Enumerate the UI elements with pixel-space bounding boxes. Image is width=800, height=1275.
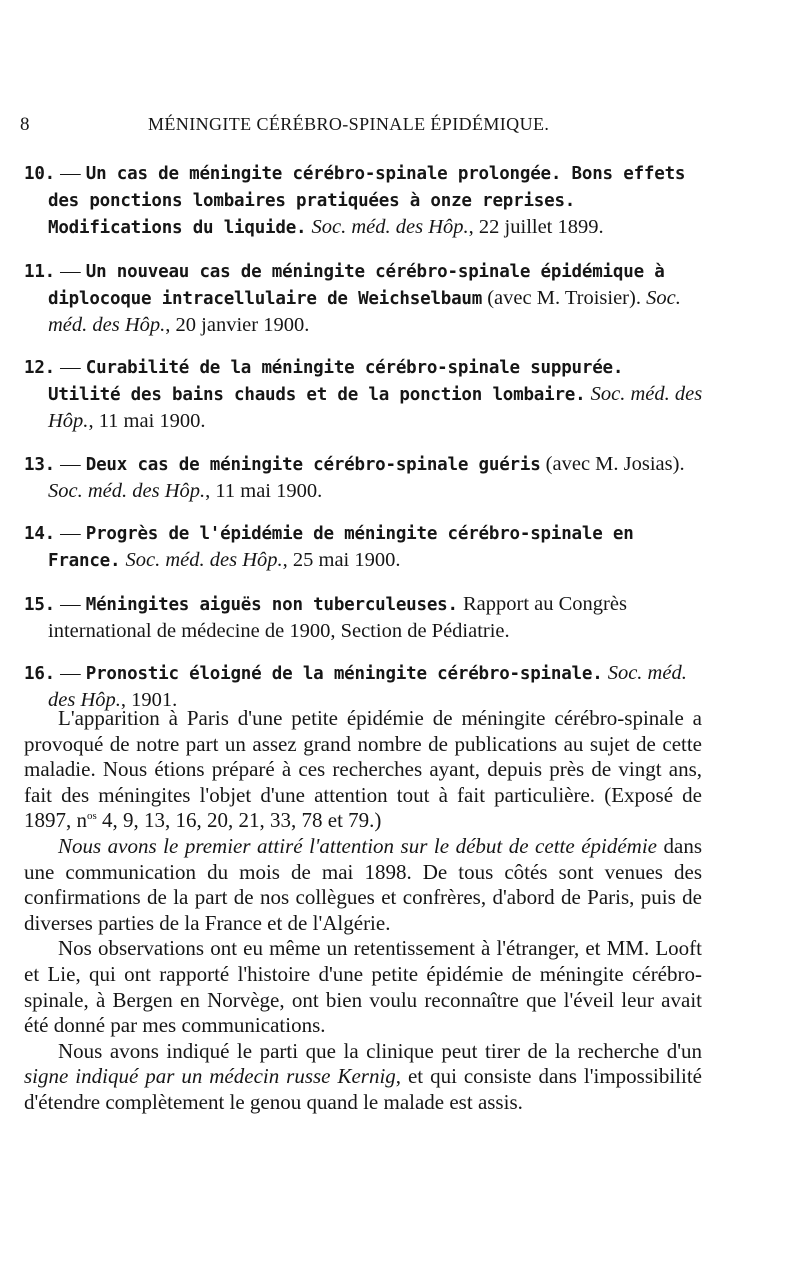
paragraph-text: dans une communication du mois de mai 1898. De tous côtés sont venues des confirmations de la part de nos collègues et confrères, d'abord de Paris, puis de diverses parties de la France et de l'Algérie. (24, 833, 702, 935)
running-title: MÉNINGITE CÉRÉBRO-SPINALE ÉPIDÉMIQUE. (148, 114, 550, 134)
entry-dash: — (55, 662, 86, 684)
entry-date: , 1901. (120, 689, 178, 711)
running-header (20, 114, 760, 138)
paragraph-text: Nos observations ont eu même un retentissement à l'étranger, et MM. Looft et Lie, qui ont rapporté l'histoire d'une petite épidémie de méningite cérébro-spinale, à Bergen en Norvège, ont bien voulu reconnaître que l'éveil leur avait été donné par mes communications. (24, 936, 702, 1038)
publication-entry (24, 520, 704, 574)
publication-entry (24, 451, 704, 504)
publication-entry (24, 258, 704, 338)
entry-journal: Soc. méd. des Hôp. (48, 286, 681, 336)
entry-number: 13. (24, 454, 56, 475)
entry-dash: — (55, 592, 86, 615)
entry-journal: Soc. méd. des Hôp. (125, 549, 283, 571)
paragraph-text: 4, 9, 13, 16, 20, 21, 33, 78 et 79.) (96, 808, 382, 833)
body-text (24, 706, 702, 1116)
entry-title: Pronostic éloigné de la méningite cérébro-spinale. (85, 664, 603, 684)
entry-title: Un cas de méningite cérébro-spinale prolongée. Bons effets des ponctions lombaires pratiquées à onze reprises. Modifications du liquide. (48, 164, 686, 238)
entry-title: Progrès de l'épidémie de méningite cérébro-spinale en France. (48, 524, 634, 571)
entry-date: , 11 mai 1900. (205, 479, 323, 502)
entry-dash: — (55, 356, 86, 378)
entry-text: (avec M. Troisier). (482, 286, 647, 309)
entry-journal: Soc. méd. des Hôp. (48, 383, 703, 432)
entry-number: 12. (24, 358, 56, 378)
entry-journal: Soc. méd. des Hôp. (48, 479, 206, 502)
entry-number: 15. (24, 594, 56, 615)
entry-title: Un nouveau cas de méningite cérébro-spinale épidémique à diplocoque intracellulaire de Weichselbaum (48, 261, 665, 309)
paragraph-intro (24, 706, 702, 834)
publication-entry (24, 354, 704, 434)
entry-title: Curabilité de la méningite cérébro-spinale suppurée. Utilité des bains chauds et de la ponction lombaire. (48, 358, 624, 405)
publication-list (24, 160, 704, 730)
entry-journal: Soc. méd. des Hôp. (311, 216, 469, 238)
paragraph-first-attention (24, 834, 702, 936)
entry-dash: — (55, 259, 86, 282)
paragraph-foreign-echo (24, 936, 702, 1038)
paragraph-text: L'apparition à Paris d'une petite épidémie de méningite cérébro-spinale a provoqué de notre part un assez grand nombre de publications au sujet de cette maladie. Nous étions préparé à ces recherches ayant, depuis près de vingt ans, fait des méningites l'objet d'une attention tout à fait particulière. (Exposé de 1897, n (24, 706, 702, 833)
publication-entry (24, 591, 704, 644)
entry-number: 14. (24, 524, 56, 544)
entry-number: 10. (24, 164, 56, 184)
publication-entry (24, 160, 704, 241)
page-number: 8 (20, 114, 30, 135)
entry-text: (avec M. Josias). (540, 452, 685, 475)
entry-text: Rapport au Congrès international de médecine de 1900, Section de Pédiatrie. (48, 592, 627, 642)
entry-date: , 25 mai 1900. (282, 549, 401, 571)
entry-title: Méningites aiguës non tuberculeuses. (85, 594, 458, 615)
entry-title: Deux cas de méningite cérébro-spinale guéris (85, 454, 541, 475)
entry-date: , 20 janvier 1900. (165, 313, 310, 336)
emphasis-text: Nous avons le premier attiré l'attention sur le début de cette épidémie (58, 833, 657, 858)
entry-journal: Soc. méd. des Hôp. (48, 662, 687, 711)
entry-dash: — (55, 452, 86, 475)
entry-dash: — (55, 522, 86, 544)
paragraph-kernig-sign (24, 1039, 702, 1116)
entry-date: , 22 juillet 1899. (468, 216, 604, 238)
entry-number: 11. (24, 261, 56, 282)
entry-number: 16. (24, 664, 56, 684)
entry-dash: — (55, 162, 86, 184)
entry-date: , 11 mai 1900. (88, 410, 206, 432)
emphasis-text: signe indiqué par un médecin russe Kernig (24, 1064, 396, 1089)
superscript-os: os (87, 810, 97, 823)
paragraph-text: Nous avons indiqué le parti que la clinique peut tirer de la recherche d'un (58, 1038, 702, 1063)
paragraph-text: , et qui consiste dans l'impossibilité d'étendre complètement le genou quand le malade est assis. (24, 1064, 703, 1114)
